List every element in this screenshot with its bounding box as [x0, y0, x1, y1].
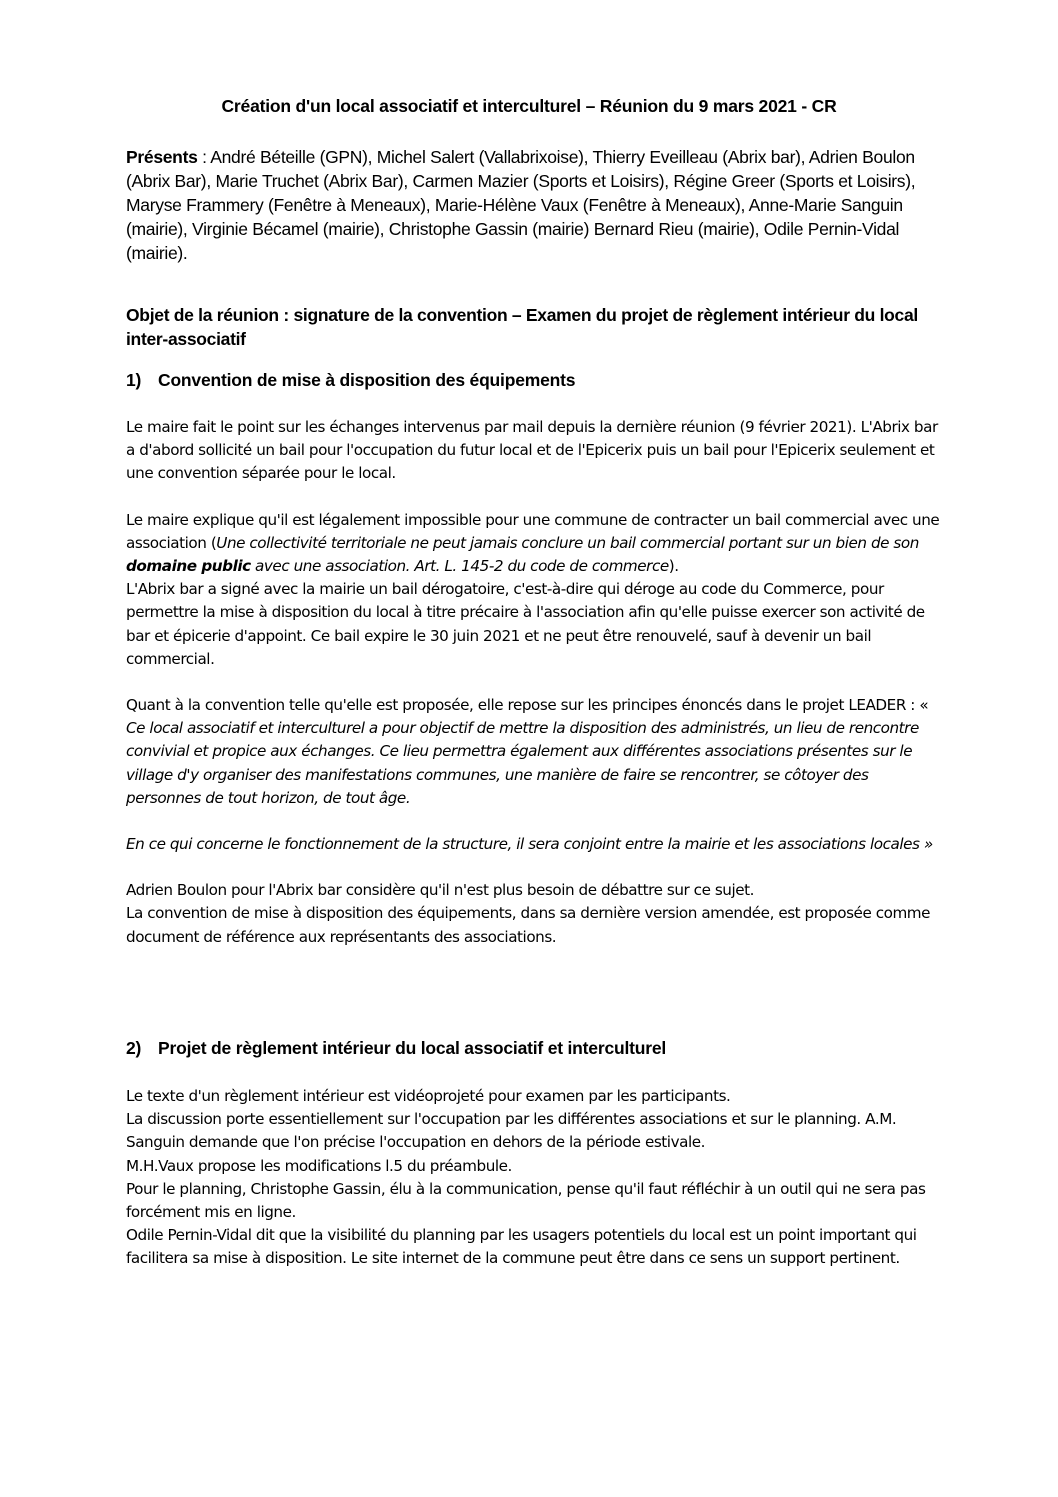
- document-title: Création d'un local associatif et interculturel – Réunion du 9 mars 2021 - CR: [221, 96, 837, 116]
- section-1-paragraph: Le maire fait le point sur les échanges intervenus par mail depuis la dernière réunion (9 février 2021). L'Abrix bar a d'abord sollicité un bail pour l'occupation du futur local et de l'Epicerix puis un bail pour l'Epicerix seulement et une convention séparée pour le local.: [126, 418, 938, 483]
- section-2-paragraph: Le texte d'un règlement intérieur est vidéoprojeté pour examen par les participants.: [126, 1087, 731, 1105]
- section-2-heading: [126, 1038, 666, 1059]
- section-2-paragraph: La discussion porte essentiellement sur l'occupation par les différentes associations et sur le planning. A.M. Sanguin demande que l'on précise l'occupation en dehors de la période estivale.: [126, 1110, 897, 1152]
- section-2-paragraph: M.H.Vaux propose les modifications l.5 du préambule.: [126, 1156, 512, 1175]
- section-1-title: Convention de mise à disposition des équipements: [158, 370, 576, 390]
- section-2-body: [126, 1085, 946, 1271]
- attendees-paragraph: [126, 145, 926, 265]
- section-1-heading: [126, 370, 575, 391]
- section-2-paragraph: Odile Pernin-Vidal dit que la visibilité du planning par les usagers potentiels du local est un point important qui facilitera sa mise à disposition. Le site internet de la commune peut être dans ce sens un support pertinent.: [126, 1226, 917, 1268]
- section-1-number: 1): [126, 370, 142, 390]
- meeting-subject: Objet de la réunion : signature de la convention – Examen du projet de règlement intérieur du local inter-associatif: [126, 305, 918, 349]
- section-1-paragraph: Le maire explique qu'il est légalement impossible pour une commune de contracter un bail commercial avec une association (Une collectivité territoriale ne peut jamais conclure un bail commercial portant sur un bien de son domaine public avec une association. Art. L. 145-2 du code de commerce).: [126, 510, 940, 576]
- section-1-body: [126, 416, 946, 949]
- attendees-label: Présents: [126, 147, 198, 167]
- section-1-paragraph: Adrien Boulon pour l'Abrix bar considère qu'il n'est plus besoin de débattre sur ce sujet.: [126, 881, 755, 900]
- section-2-title: Projet de règlement intérieur du local associatif et interculturel: [158, 1038, 667, 1058]
- section-2-number: 2): [126, 1038, 142, 1058]
- section-2-paragraph: Pour le planning, Christophe Gassin, élu à la communication, pense qu'il faut réfléchir à un outil qui ne sera pas forcément mis en ligne.: [126, 1179, 926, 1222]
- section-1-paragraph: Quant à la convention telle qu'elle est proposée, elle repose sur les principes énoncés dans le projet LEADER : « Ce local associatif et interculturel a pour objectif de mettre la disposition des administrés, un lieu de rencontre convivial et propice aux échanges. Ce lieu permettra également aux différentes associations présentes sur le village d'y organiser des manifestations communes, une manière de faire se rencontrer, se côtoyer des personnes de tout horizon, de tout âge.: [126, 696, 929, 807]
- section-1-paragraph: L'Abrix bar a signé avec la mairie un bail dérogatoire, c'est-à-dire qui déroge au code du Commerce, pour permettre la mise à disposition du local à titre précaire à l'association afin qu'elle puisse exercer son activité de bar et épicerie d'appoint. Ce bail expire le 30 juin 2021 et ne peut être renouvelé, sauf à devenir un bail commercial.: [126, 580, 925, 668]
- section-1-paragraph: En ce qui concerne le fonctionnement de la structure, il sera conjoint entre la mairie et les associations locales »: [126, 835, 933, 854]
- section-1-paragraph: La convention de mise à disposition des équipements, dans sa dernière version amendée, est proposée comme document de référence aux représentants des associations.: [126, 904, 931, 946]
- attendees-list: : André Béteille (GPN), Michel Salert (Vallabrixoise), Thierry Eveilleau (Abrix bar), Adrien Boulon (Abrix Bar), Marie Truchet (Abrix Bar), Carmen Mazier (Sports et Loisirs), Régine Greer (Sports et Loisirs), Maryse Frammery (Fenêtre à Meneaux), Marie-Hélène Vaux (Fenêtre à Meneaux), Anne-Marie Sanguin (mairie), Virginie Bécamel (mairie), Christophe Gassin (mairie) Bernard Rieu (mairie), Odile Pernin-Vidal (mairie).: [126, 147, 916, 263]
